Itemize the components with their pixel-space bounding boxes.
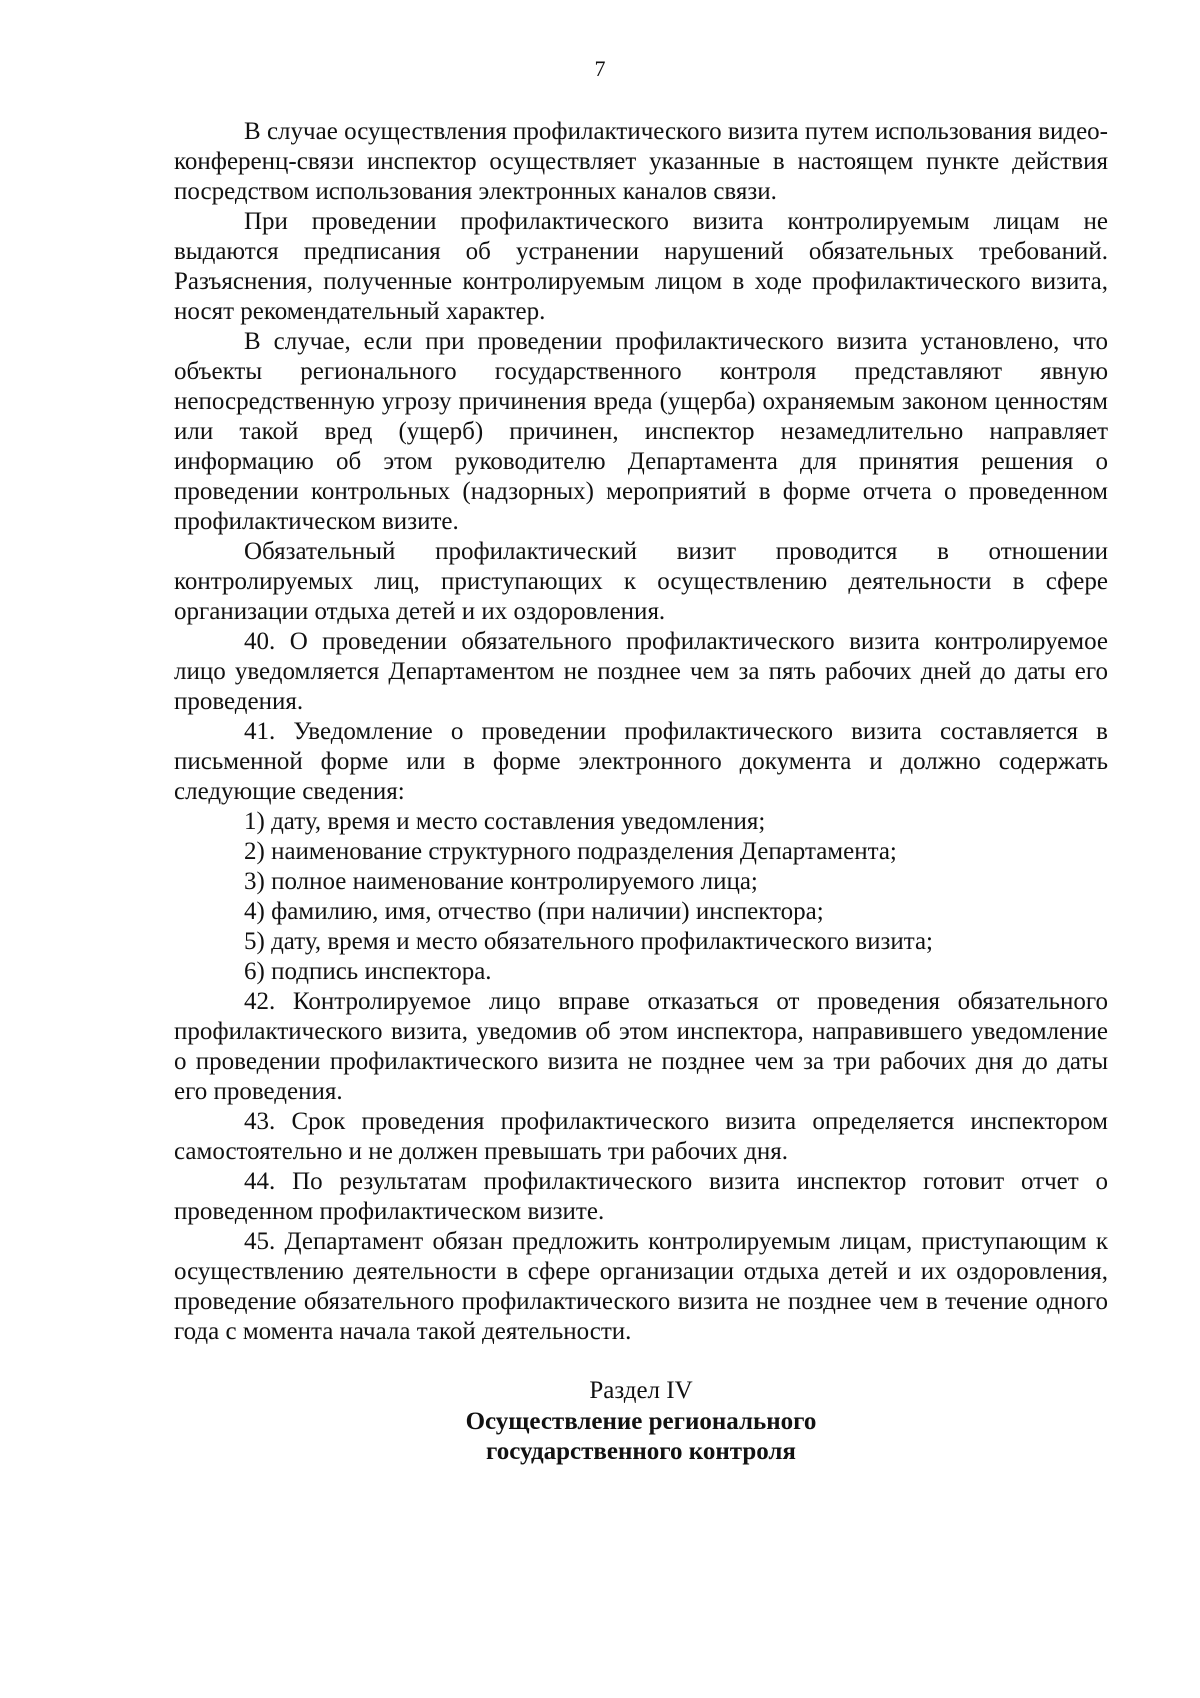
paragraph-vks: В случае осуществления профилактического визита путем использования видео-конференц-связи инспектор осуществляет указанные в настоящем пункте действия посредством использования электронных каналов связи. [174,118,1108,205]
paragraph-44: 44. По результатам профилактического визита инспектор готовит отчет о проведенном профилактическом визите. [174,1168,1108,1225]
list-item-5: 5) дату, время и место обязательного профилактического визита; [244,928,934,955]
section-title-line-2: государственного контроля [486,1438,796,1465]
section-title [174,1407,1108,1467]
list-item-1: 1) дату, время и место составления уведомления; [244,808,766,835]
list-item-3: 3) полное наименование контролируемого лица; [244,868,758,895]
paragraph-45: 45. Департамент обязан предложить контролируемым лицам, приступающим к осуществлению деятельности в сфере организации отдыха детей и их оздоровления, проведение обязательного профилактического визита не позднее чем в течение одного года с момента начала такой деятельности. [174,1228,1108,1345]
section-number: Раздел IV [589,1377,693,1404]
list-item-6: 6) подпись инспектора. [244,958,492,985]
paragraph-threat: В случае, если при проведении профилактического визита установлено, что объекты регионального государственного контроля представляют явную непосредственную угрозу причинения вреда (ущерба) охраняемым законом ценностям или такой вред (ущерб) причинен, инспектор незамедлительно направляет информацию об этом руководителю Департамента для принятия решения о проведении контрольных (надзорных) мероприятий в форме отчета о проведенном профилактическом визите. [174,328,1108,535]
document-body [174,117,1108,1347]
list-item-4: 4) фамилию, имя, отчество (при наличии) инспектора; [244,898,824,925]
paragraph-42: 42. Контролируемое лицо вправе отказаться от проведения обязательного профилактического визита, уведомив об этом инспектора, направившего уведомление о проведении профилактического визита не позднее чем за три рабочих дня до даты его проведения. [174,988,1108,1105]
paragraph-no-orders: При проведении профилактического визита контролируемым лицам не выдаются предписания об устранении нарушений обязательных требований. Разъяснения, полученные контролируемым лицом в ходе профилактического визита, носят рекомендательный характер. [174,208,1108,325]
paragraph-40: 40. О проведении обязательного профилактического визита контролируемое лицо уведомляется Департаментом не позднее чем за пять рабочих дней до даты его проведения. [174,628,1108,715]
list-item-2: 2) наименование структурного подразделения Департамента; [244,838,897,865]
paragraph-43: 43. Срок проведения профилактического визита определяется инспектором самостоятельно и не должен превышать три рабочих дня. [174,1108,1108,1165]
page-number: 7 [594,56,606,81]
paragraph-mandatory-visit: Обязательный профилактический визит проводится в отношении контролируемых лиц, приступающих к осуществлению деятельности в сфере организации отдыха детей и их оздоровления. [174,538,1108,625]
paragraph-41: 41. Уведомление о проведении профилактического визита составляется в письменной форме или в форме электронного документа и должно содержать следующие сведения: [174,718,1108,805]
section-title-line-1: Осуществление регионального [465,1408,817,1435]
